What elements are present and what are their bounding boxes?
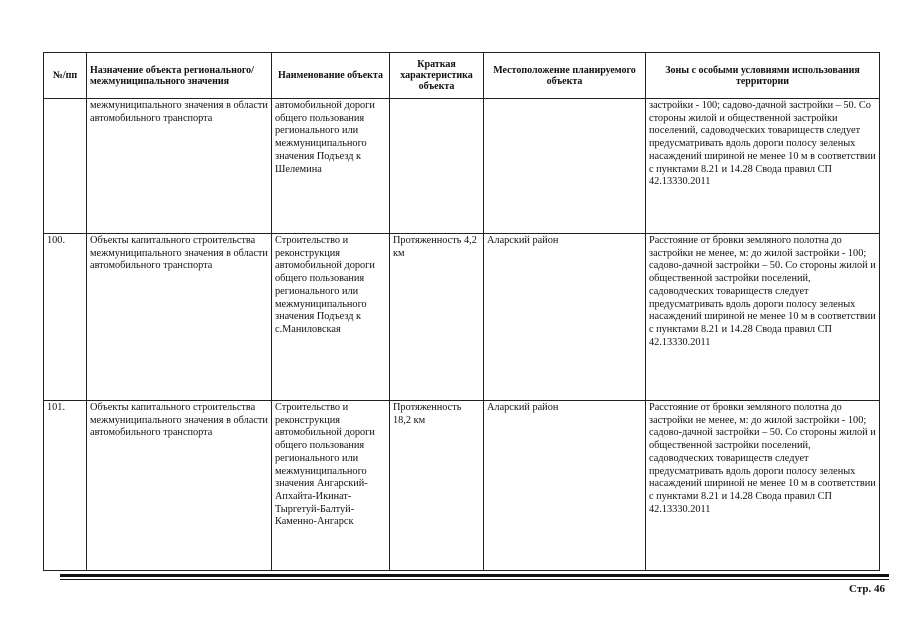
planning-table: [43, 52, 880, 571]
row-purpose: Объекты капитального строительства межмуниципального значения в области автомобильного транспорта: [87, 401, 272, 571]
table-row: [44, 401, 880, 571]
header-num: №/пп: [44, 53, 87, 99]
row-num: 100.: [44, 234, 87, 401]
row-name: Строительство и реконструкция автомобильной дороги общего пользования регионального или межмуниципального значения Ангарский-Апхайта-Икинат-Тыргетуй-Балтуй-Каменно-Ангарск: [272, 401, 390, 571]
row-purpose: Объекты капитального строительства межмуниципального значения в области автомобильного транспорта: [87, 234, 272, 401]
table-header-row: [44, 53, 880, 99]
table-row: [44, 99, 880, 234]
row-name: Строительство и реконструкция автомобильной дороги общего пользования регионального или межмуниципального значения Подъезд к с.Маниловская: [272, 234, 390, 401]
header-brief: Краткая характеристика объекта: [390, 53, 484, 99]
header-zones: Зоны с особыми условиями использования территории: [646, 53, 880, 99]
header-location: Местоположение планируемого объекта: [484, 53, 646, 99]
row-zones: Расстояние от бровки земляного полотна до застройки не менее, м: до жилой застройки - 100; садово-дачной застройки – 50. Со стороны жилой и общественной застройки поселений, садоводческих товариществ следует предусматривать вдоль дороги полосу зеленых насаждений шириной не менее 10 м в соответствии с пунктами 8.21 и 14.28 Свода правил СП 42.13330.2011: [646, 234, 880, 401]
header-purpose: Назначение объекта регионального/ межмуниципального значения: [87, 53, 272, 99]
header-name: Наименование объекта: [272, 53, 390, 99]
footer-divider-thin: [60, 579, 889, 580]
row-location: Аларский район: [484, 234, 646, 401]
row-num: 101.: [44, 401, 87, 571]
row-brief: Протяженность 18,2 км: [390, 401, 484, 571]
row-num: [44, 99, 87, 234]
row-location: Аларский район: [484, 401, 646, 571]
footer-divider-thick: [60, 574, 889, 577]
row-name: автомобильной дороги общего пользования регионального или межмуниципального значения Подъезд к Шелемина: [272, 99, 390, 234]
row-location: [484, 99, 646, 234]
row-zones: Расстояние от бровки земляного полотна до застройки не менее, м: до жилой застройки - 100; садово-дачной застройки – 50. Со стороны жилой и общественной застройки поселений, садоводческих товариществ следует предусматривать вдоль дороги полосу зеленых насаждений шириной не менее 10 м в соответствии с пунктами 8.21 и 14.28 Свода правил СП 42.13330.2011: [646, 401, 880, 571]
row-brief: [390, 99, 484, 234]
page-number: Стр. 46: [849, 583, 885, 595]
row-brief: Протяженность 4,2 км: [390, 234, 484, 401]
table-row: [44, 234, 880, 401]
row-purpose: межмуниципального значения в области автомобильного транспорта: [87, 99, 272, 234]
row-zones: застройки - 100; садово-дачной застройки – 50. Со стороны жилой и общественной застройки поселений, садоводческих товариществ следует предусматривать вдоль дороги полосу зеленых насаждений шириной не менее 10 м в соответствии с пунктами 8.21 и 14.28 Свода правил СП 42.13330.2011: [646, 99, 880, 234]
